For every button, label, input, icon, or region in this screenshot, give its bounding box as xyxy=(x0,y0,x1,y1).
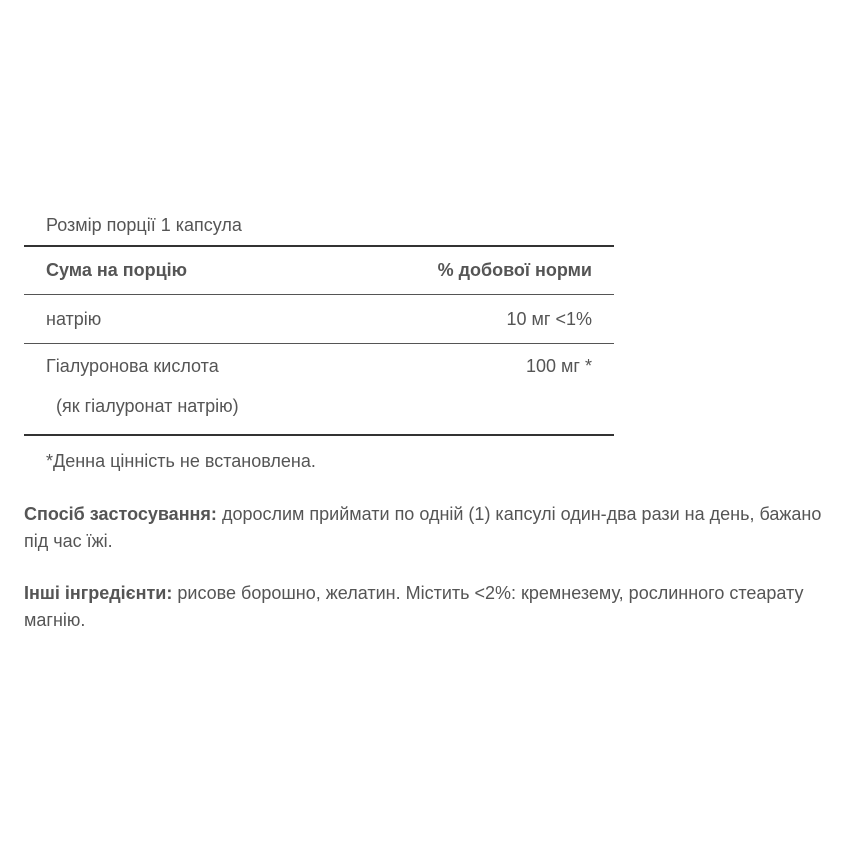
ingredients-label: Інші інгредієнти: xyxy=(24,583,173,603)
usage-text: дорослим приймати по одній (1) капсулі один-два рази на день, бажано під час їжі. xyxy=(24,504,822,551)
facts-header-row xyxy=(24,247,614,294)
usage-label: Спосіб застосування: xyxy=(24,504,217,524)
nutrient-name: натрію xyxy=(46,308,102,329)
nutrient-name: Гіалуронова кислота xyxy=(46,356,219,376)
supplement-facts-panel xyxy=(24,205,614,488)
facts-row-sodium xyxy=(24,295,614,343)
nutrient-amount: 100 мг * xyxy=(526,356,592,376)
ingredients-paragraph xyxy=(24,580,844,634)
facts-row-hyaluronic-acid xyxy=(24,344,614,434)
ingredients-text: рисове борошно, желатин. Містить <2%: кремнезему, рослинного стеарату магнію. xyxy=(24,583,804,630)
usage-paragraph xyxy=(24,501,844,555)
header-daily-value: % добової норми xyxy=(437,260,592,280)
nutrient-amount: 10 мг <1% xyxy=(506,308,592,329)
daily-value-footnote: *Денна цінність не встановлена. xyxy=(46,451,316,471)
header-amount-per-serving: Сума на порцію xyxy=(46,260,188,280)
nutrient-note: (як гіалуронат натрію) xyxy=(56,396,239,416)
serving-size: Розмір порції 1 капсула xyxy=(46,215,242,235)
